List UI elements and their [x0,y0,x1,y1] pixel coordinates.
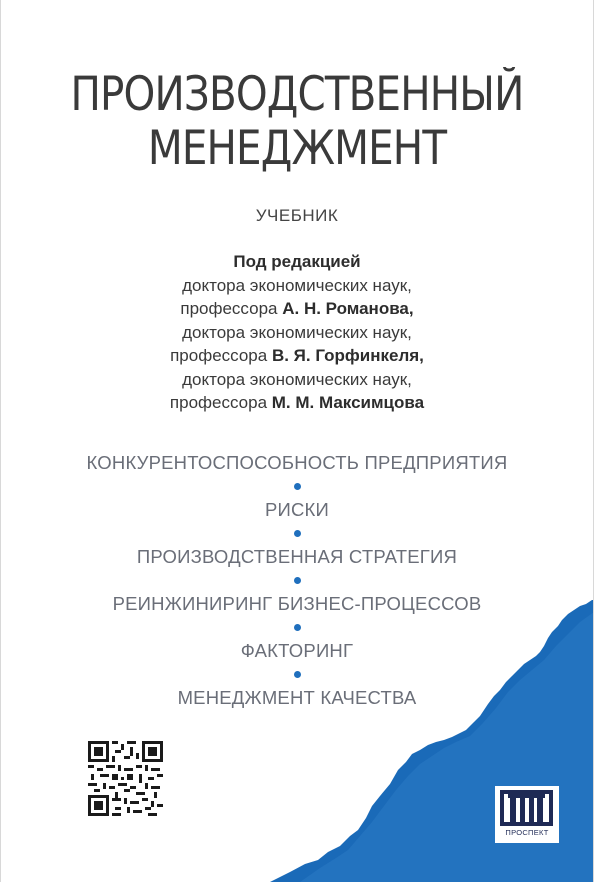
editor-3-title: доктора экономических наук, [182,369,412,389]
qr-code-icon [88,741,163,816]
publisher-logo [495,786,559,843]
publisher-name: ПРОСПЕКТ [505,828,549,837]
topic-item: ПРОИЗВОДСТВЕННАЯ СТРАТЕГИЯ [136,546,458,567]
editor-2-rank: профессора [170,346,272,365]
topic-item: РЕИНЖИНИРИНГ БИЗНЕС-ПРОЦЕССОВ [112,593,482,614]
topic-item: КОНКУРЕНТОСПОСОБНОСТЬ ПРЕДПРИЯТИЯ [86,452,508,473]
publisher-logo-icon [500,790,553,826]
editor-2-title: доктора экономических наук, [182,322,412,342]
editor-1-name: А. Н. Романова, [282,299,414,318]
editor-2-line [0,344,594,368]
editor-2-name: В. Я. Горфинкеля, [271,346,424,365]
editor-1-line [0,297,594,321]
bullet-dot-icon [294,530,301,537]
book-title [42,68,553,176]
bullet-dot-icon [294,671,301,678]
topic-item: МЕНЕДЖМЕНТ КАЧЕСТВА [177,687,417,708]
bullet-dot-icon [294,483,301,490]
topic-item: ФАКТОРИНГ [240,640,354,661]
editor-1-title: доктора экономических наук, [182,275,412,295]
book-type-label: УЧЕБНИК [255,206,339,225]
topics-list [0,452,594,709]
editor-1-rank: профессора [180,299,283,318]
editor-3-rank: профессора [169,393,272,412]
editors-block [0,250,594,415]
editor-3-line [0,391,594,415]
bullet-dot-icon [294,624,301,631]
editor-3-name: М. М. Максимцова [271,393,425,412]
editors-heading: Под редакцией [233,252,361,271]
book-title-line1: ПРОИЗВОДСТВЕННЫЙ [70,67,524,122]
topic-item: РИСКИ [264,499,330,520]
book-title-line2: МЕНЕДЖМЕНТ [147,121,447,176]
bullet-dot-icon [294,577,301,584]
